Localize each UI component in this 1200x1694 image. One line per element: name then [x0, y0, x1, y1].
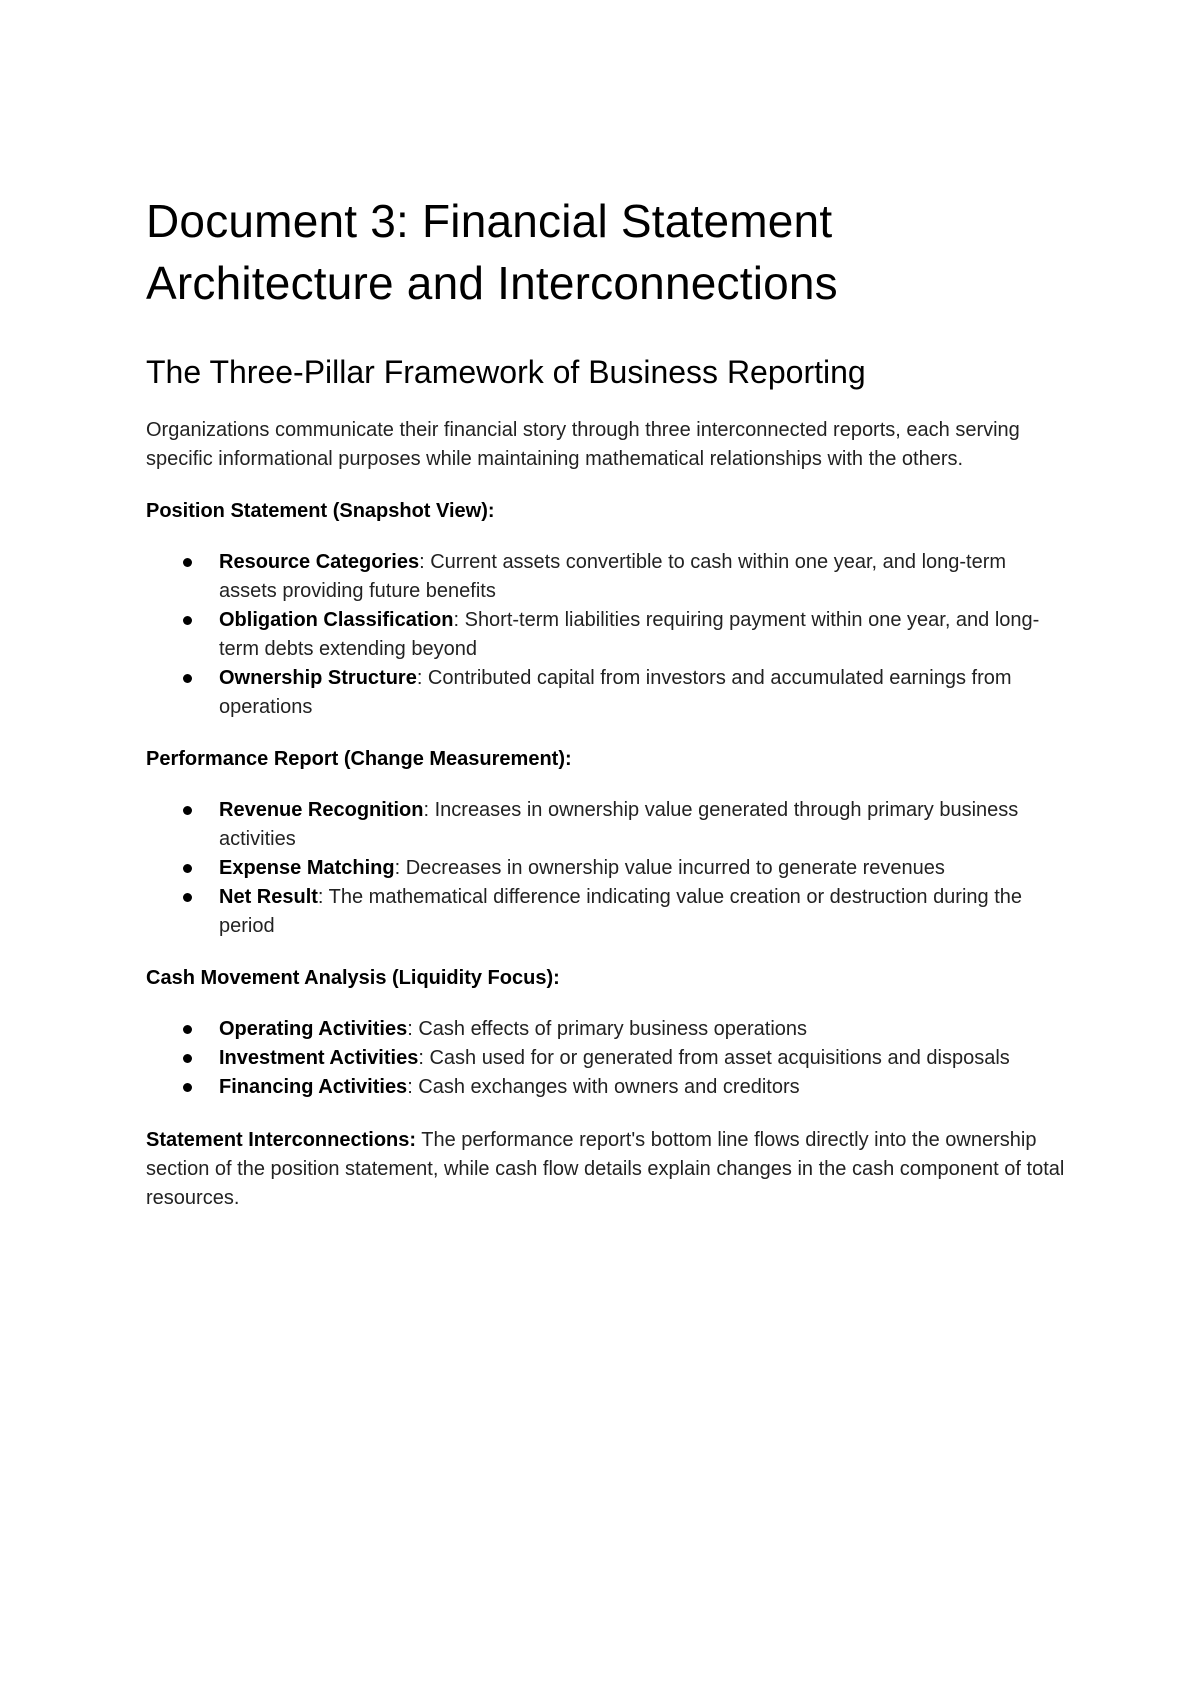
- closing-paragraph: [146, 1126, 1066, 1213]
- list-item-term: Investment Activities: [219, 1047, 419, 1069]
- bullet-icon: [183, 558, 192, 567]
- document-page: [146, 190, 1066, 1213]
- position-statement-list: [146, 548, 1066, 722]
- bullet-icon: [183, 1083, 192, 1092]
- document-title: Document 3: Financial Statement Architecture and Interconnections: [146, 195, 838, 309]
- list-item: [146, 606, 1066, 664]
- list-item-text: : The mathematical difference indicating value creation or destruction during the period: [219, 886, 1023, 937]
- list-item-text: : Increases in ownership value generated through primary business activities: [219, 799, 1019, 850]
- list-item-text: : Cash exchanges with owners and creditors: [407, 1076, 800, 1098]
- list-item-term: Operating Activities: [219, 1018, 408, 1040]
- list-item: [146, 548, 1066, 606]
- bullet-icon: [183, 1054, 192, 1063]
- list-item-term: Net Result: [219, 886, 318, 908]
- list-item: [146, 1015, 1066, 1044]
- bullet-icon: [183, 616, 192, 625]
- position-statement-heading: Position Statement (Snapshot View):: [146, 500, 495, 522]
- list-item-term: Resource Categories: [219, 551, 420, 573]
- list-item-text: : Cash used for or generated from asset acquisitions and disposals: [418, 1047, 1010, 1069]
- closing-term: Statement Interconnections:: [146, 1129, 417, 1151]
- section-heading: The Three-Pillar Framework of Business Reporting: [146, 354, 866, 390]
- list-item-term: Ownership Structure: [219, 667, 417, 689]
- bullet-icon: [183, 806, 192, 815]
- list-item: [146, 1073, 1066, 1102]
- bullet-icon: [183, 1025, 192, 1034]
- list-item-text: : Cash effects of primary business operations: [407, 1018, 808, 1040]
- closing-text: The performance report's bottom line flows directly into the ownership section of the position statement, while cash flow details explain changes in the cash component of total resources.: [146, 1129, 1065, 1209]
- list-item-text: : Current assets convertible to cash within one year, and long-term assets providing future benefits: [219, 551, 1007, 602]
- list-item-text: : Decreases in ownership value incurred to generate revenues: [394, 857, 945, 879]
- intro-paragraph: Organizations communicate their financial story through three interconnected reports, each serving specific informational purposes while maintaining mathematical relationships with the others.: [146, 419, 1020, 470]
- list-item: [146, 883, 1066, 941]
- bullet-icon: [183, 864, 192, 873]
- list-item: [146, 664, 1066, 722]
- list-item-term: Obligation Classification: [219, 609, 454, 631]
- list-item: [146, 796, 1066, 854]
- list-item-term: Expense Matching: [219, 857, 395, 879]
- list-item: [146, 854, 1066, 883]
- bullet-icon: [183, 893, 192, 902]
- cash-movement-list: [146, 1015, 1066, 1102]
- bullet-icon: [183, 674, 192, 683]
- performance-report-list: [146, 796, 1066, 941]
- performance-report-heading: Performance Report (Change Measurement):: [146, 748, 572, 770]
- cash-movement-heading: Cash Movement Analysis (Liquidity Focus):: [146, 967, 560, 989]
- list-item-term: Financing Activities: [219, 1076, 408, 1098]
- list-item: [146, 1044, 1066, 1073]
- list-item-text: : Short-term liabilities requiring payment within one year, and long-term debts extending beyond: [219, 609, 1040, 660]
- list-item-text: : Contributed capital from investors and accumulated earnings from operations: [219, 667, 1012, 718]
- list-item-term: Revenue Recognition: [219, 799, 424, 821]
